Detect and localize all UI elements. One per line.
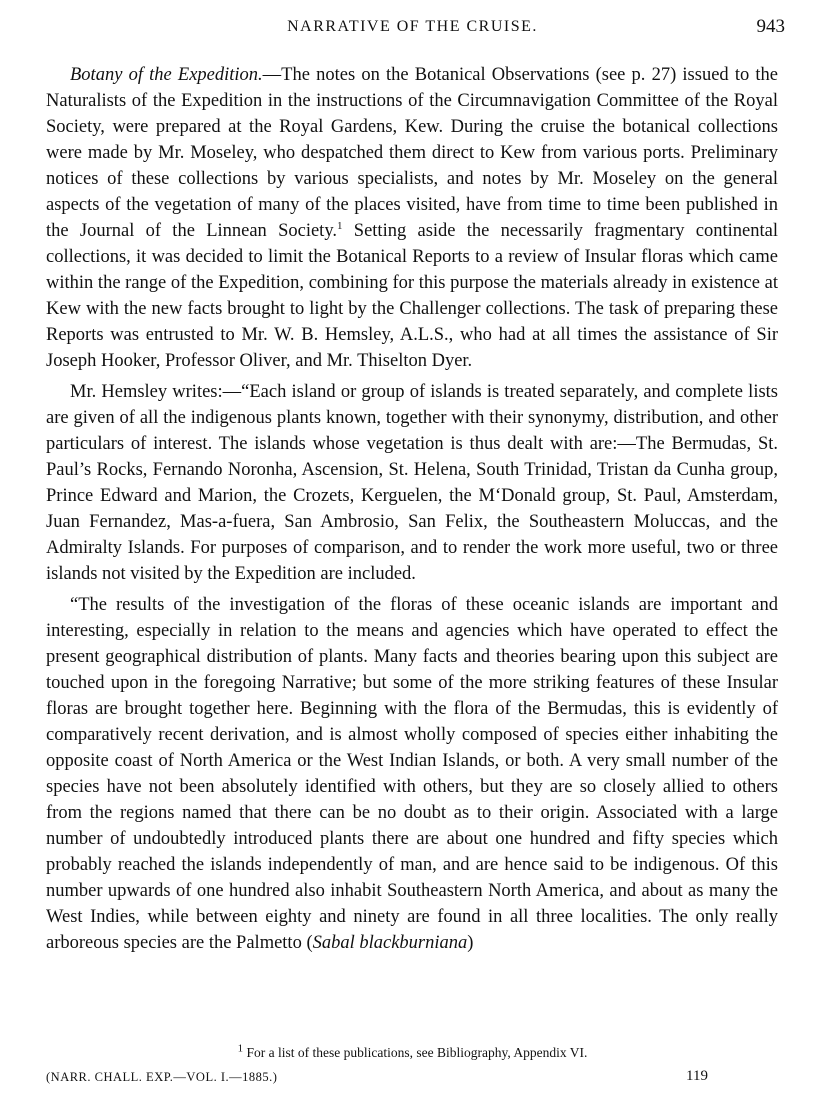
paragraph-text: —The notes on the Botanical Observations (see p. 27) issued to the Naturalists of the Expedition in the instructions of the Circumnavigation Committee of the Royal Society, were prepared at the Royal Gardens, Kew. During the cruise the botanical collections were made by Mr. Moseley, who despatched them direct to Kew from various ports. Preliminary notices of these collections by various specialists, and notes by Mr. Moseley on the general aspects of the vegetation of many of the places visited, have from time to time been published in the Journal of the Linnean Society.: [46, 65, 778, 241]
closing-paren: ): [467, 933, 474, 953]
footnote: [0, 1042, 825, 1061]
paragraph-hemsley: Mr. Hemsley writes:—“Each island or group of islands is treated separately, and complete lists are given of all the indigenous plants known, together with their synonymy, distribution, and other particulars of interest. The islands whose vegetation is thus dealt with are:—The Bermudas, St. Paul’s Rocks, Fernando Noronha, Ascension, St. Helena, South Trinidad, Tristan da Cunha group, Prince Edward and Marion, the Crozets, Kerguelen, the M‘Donald group, St. Paul, Amsterdam, Juan Fernandez, Mas-a-fuera, San Ambrosio, San Felix, the Southeastern Moluccas, and the Admiralty Islands. For purposes of comparison, and to render the work more useful, two or three islands not visited by the Expedition are included.: [46, 382, 778, 584]
page-number: 943: [756, 16, 785, 37]
running-title: NARRATIVE OF THE CRUISE.: [287, 18, 538, 35]
paragraph-text: “The results of the investigation of the floras of these oceanic islands are important and interesting, especially in relation to the means and agencies which have operated to effect the present geographical distribution of plants. Many facts and theories bearing upon this subject are touched upon in the foregoing Narrative; but some of the more striking features of these Insular floras are brought together here. Beginning with the flora of the Bermudas, this is evidently of comparatively recent derivation, and is almost wholly composed of species either inhabiting the opposite coast of North America or the West Indian Islands, or both. A very small number of the species have not been absolutely identified with others, but they are so closely allied to others from the regions named that there can be no doubt as to their origin. Associated with a large number of undoubtedly introduced plants there are about one hundred and fifty species which probably reached the islands independently of man, and are hence said to be indigenous. Of this number upwards of one hundred also inhabit Southeastern North America, and about as many the West Indies, while between eighty and ninety are found in all three localities. The only really arboreous species are the Palmetto (: [46, 595, 778, 953]
paragraph-text: Setting aside the necessarily fragmentary continental collections, it was decided to limit the Botanical Reports to a review of Insular floras which came within the range of the Expedition, combining for this purpose the materials already in existence at Kew with the new facts brought to light by the Challenger collections. The task of preparing these Reports was entrusted to Mr. W. B. Hemsley, A.L.S., who had at all times the assistance of Sir Joseph Hooker, Professor Oliver, and Mr. Thiselton Dyer.: [46, 221, 778, 371]
paragraph-results: [46, 592, 778, 956]
footnote-reference: 1: [337, 219, 343, 232]
footnote-mark: 1: [237, 1042, 244, 1055]
signature-number: 119: [686, 1068, 708, 1084]
imprint-line: (NARR. CHALL. EXP.—VOL. I.—1885.): [46, 1070, 278, 1084]
section-heading: Botany of the Expedition.: [70, 65, 263, 85]
paragraph-botany: [46, 62, 778, 374]
footnote-text: For a list of these publications, see Bibliography, Appendix VI.: [243, 1045, 588, 1060]
species-name: Sabal blackburniana: [312, 933, 468, 953]
body-text: [46, 62, 778, 956]
